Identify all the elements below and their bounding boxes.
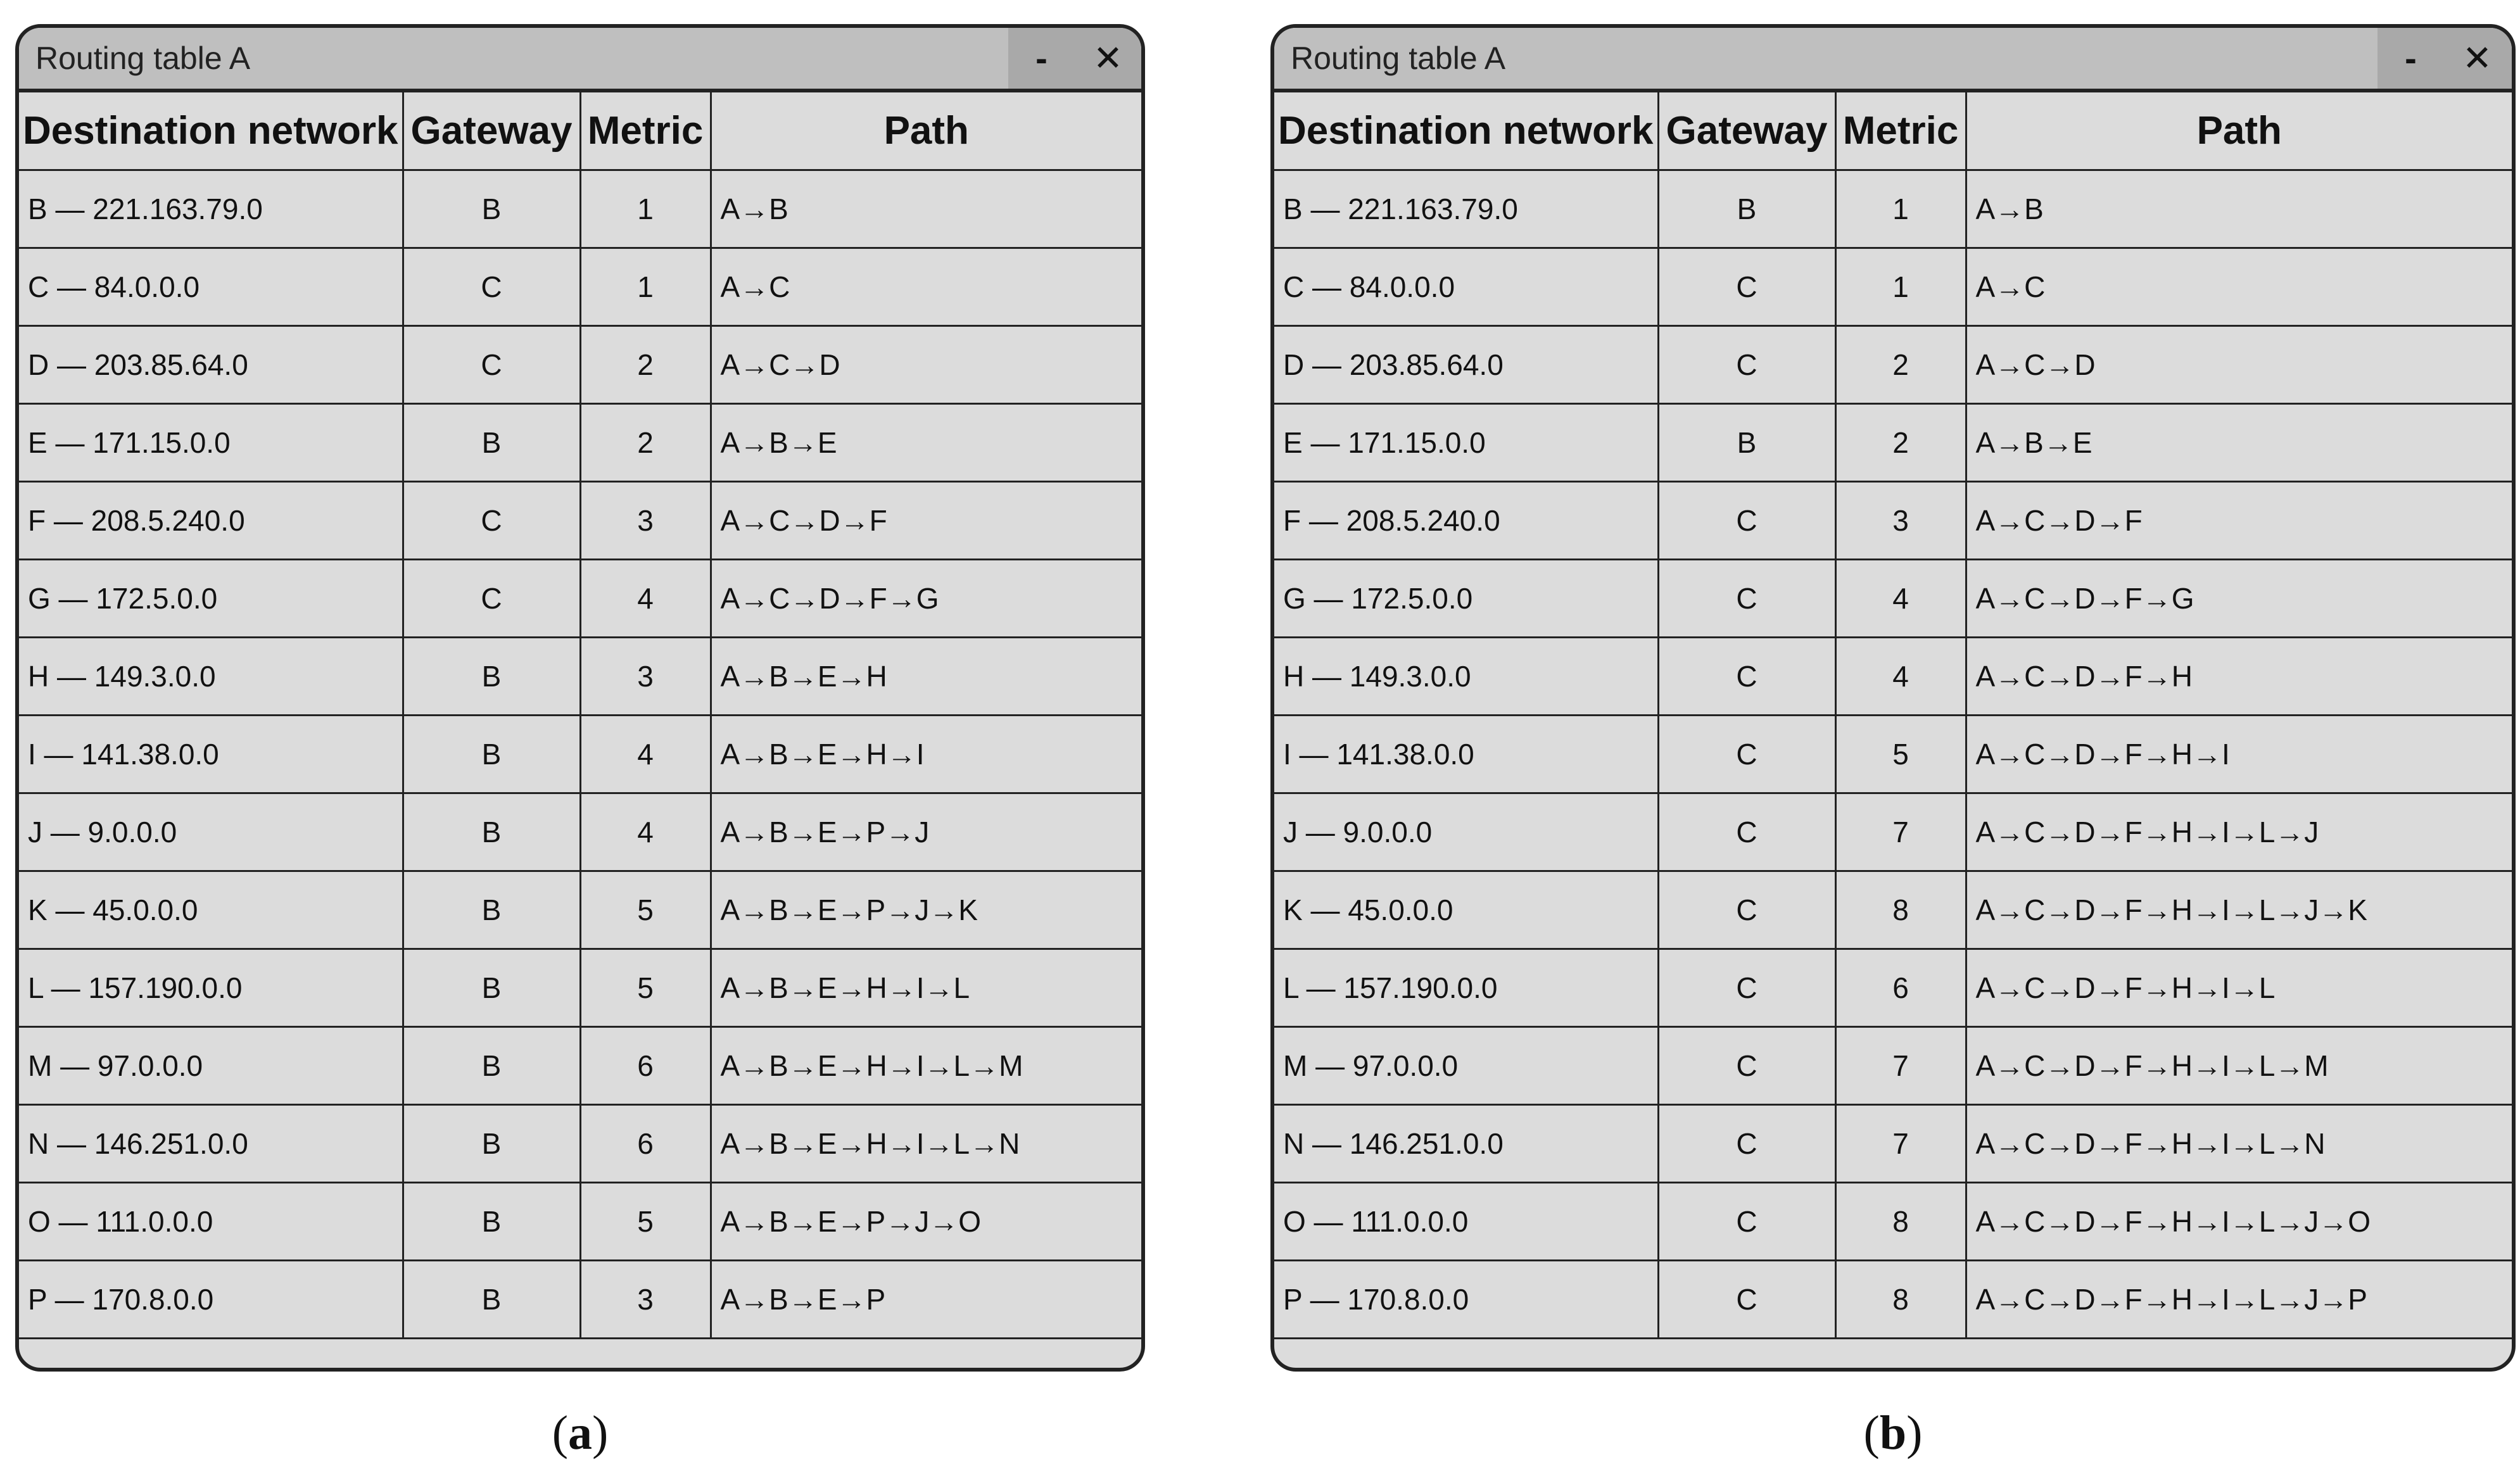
cell-path: A→C→D→F→H→I→L→J→P xyxy=(1966,1260,2512,1338)
cell-path: A→C→D→F→H→I→L→J→K xyxy=(1966,871,2512,949)
table-row xyxy=(1274,1260,2512,1338)
table-header-row xyxy=(1274,92,2512,170)
cell-path: A→C xyxy=(711,248,1141,325)
cell-gateway: B xyxy=(403,403,580,481)
cell-destination: G — 172.5.0.0 xyxy=(1274,559,1658,637)
cell-destination: B — 221.163.79.0 xyxy=(1274,170,1658,248)
table-row xyxy=(19,248,1141,325)
cell-metric: 4 xyxy=(1835,559,1966,637)
cell-path: A→C xyxy=(1966,248,2512,325)
cell-path: A→C→D→F→H xyxy=(1966,637,2512,715)
cell-gateway: C xyxy=(1658,1260,1835,1338)
cell-metric: 6 xyxy=(1835,949,1966,1026)
cell-path: A→C→D→F→H→I→L→M xyxy=(1966,1026,2512,1104)
cell-destination: D — 203.85.64.0 xyxy=(19,325,403,403)
column-header-metric: Metric xyxy=(1835,92,1966,170)
column-header-path: Path xyxy=(1966,92,2512,170)
cell-metric: 5 xyxy=(580,1182,711,1260)
cell-gateway: C xyxy=(1658,871,1835,949)
cell-destination: P — 170.8.0.0 xyxy=(1274,1260,1658,1338)
cell-metric: 3 xyxy=(580,1260,711,1338)
table-row xyxy=(19,559,1141,637)
cell-metric: 6 xyxy=(580,1026,711,1104)
cell-destination: N — 146.251.0.0 xyxy=(19,1104,403,1182)
cell-metric: 2 xyxy=(1835,325,1966,403)
cell-path: A→C→D xyxy=(711,325,1141,403)
cell-path: A→C→D→F xyxy=(1966,481,2512,559)
cell-gateway: C xyxy=(403,559,580,637)
table-row xyxy=(19,1026,1141,1104)
cell-metric: 4 xyxy=(580,793,711,871)
cell-path: A→B→E→H→I→L xyxy=(711,949,1141,1026)
routing-table-window-a xyxy=(15,24,1145,1372)
caption-b xyxy=(1766,1406,2020,1461)
cell-path: A→C→D→F→H→I→L xyxy=(1966,949,2512,1026)
cell-metric: 2 xyxy=(580,403,711,481)
routing-table xyxy=(19,92,1141,1339)
cell-gateway: C xyxy=(1658,1182,1835,1260)
cell-path: A→B→E→P→J→K xyxy=(711,871,1141,949)
close-button[interactable]: ✕ xyxy=(2462,38,2492,78)
cell-destination: I — 141.38.0.0 xyxy=(19,715,403,793)
table-row xyxy=(19,871,1141,949)
cell-destination: N — 146.251.0.0 xyxy=(1274,1104,1658,1182)
cell-gateway: C xyxy=(1658,715,1835,793)
cell-metric: 8 xyxy=(1835,1260,1966,1338)
table-row xyxy=(19,1260,1141,1338)
cell-metric: 3 xyxy=(580,481,711,559)
cell-destination: F — 208.5.240.0 xyxy=(1274,481,1658,559)
cell-destination: O — 111.0.0.0 xyxy=(1274,1182,1658,1260)
cell-path: A→B→E xyxy=(711,403,1141,481)
window-title: Routing table A xyxy=(35,41,251,76)
cell-path: A→C→D xyxy=(1966,325,2512,403)
cell-destination: C — 84.0.0.0 xyxy=(1274,248,1658,325)
cell-metric: 5 xyxy=(1835,715,1966,793)
table-row xyxy=(19,949,1141,1026)
table-row xyxy=(1274,949,2512,1026)
cell-gateway: B xyxy=(403,1026,580,1104)
table-row xyxy=(19,325,1141,403)
cell-metric: 7 xyxy=(1835,793,1966,871)
cell-destination: D — 203.85.64.0 xyxy=(1274,325,1658,403)
window-title: Routing table A xyxy=(1291,41,1506,76)
cell-destination: I — 141.38.0.0 xyxy=(1274,715,1658,793)
close-button[interactable]: ✕ xyxy=(1093,38,1123,78)
table-row xyxy=(1274,871,2512,949)
caption-letter: b xyxy=(1879,1406,1907,1460)
cell-gateway: B xyxy=(403,1182,580,1260)
table-row xyxy=(1274,637,2512,715)
table-row xyxy=(1274,559,2512,637)
cell-destination: K — 45.0.0.0 xyxy=(19,871,403,949)
cell-destination: M — 97.0.0.0 xyxy=(19,1026,403,1104)
cell-gateway: C xyxy=(1658,248,1835,325)
cell-gateway: C xyxy=(1658,949,1835,1026)
cell-destination: L — 157.190.0.0 xyxy=(1274,949,1658,1026)
cell-gateway: C xyxy=(1658,481,1835,559)
cell-path: A→C→D→F→H→I xyxy=(1966,715,2512,793)
window-controls xyxy=(2378,28,2512,89)
title-bar[interactable] xyxy=(19,28,1141,92)
cell-path: A→C→D→F→G xyxy=(1966,559,2512,637)
cell-destination: L — 157.190.0.0 xyxy=(19,949,403,1026)
caption-open-paren: ( xyxy=(1863,1406,1880,1460)
cell-path: A→B→E→H→I→L→M xyxy=(711,1026,1141,1104)
table-row xyxy=(1274,1104,2512,1182)
cell-gateway: C xyxy=(1658,1104,1835,1182)
cell-metric: 4 xyxy=(580,559,711,637)
cell-gateway: B xyxy=(1658,403,1835,481)
table-row xyxy=(19,715,1141,793)
column-header-destination: Destination network xyxy=(19,92,403,170)
cell-gateway: C xyxy=(1658,637,1835,715)
cell-gateway: B xyxy=(403,1260,580,1338)
cell-gateway: C xyxy=(1658,1026,1835,1104)
caption-close-paren: ) xyxy=(592,1406,609,1460)
cell-path: A→C→D→F→H→I→L→J→O xyxy=(1966,1182,2512,1260)
cell-destination: K — 45.0.0.0 xyxy=(1274,871,1658,949)
table-row xyxy=(19,170,1141,248)
cell-path: A→B→E→H→I xyxy=(711,715,1141,793)
caption-a xyxy=(453,1406,707,1461)
cell-metric: 5 xyxy=(580,871,711,949)
caption-letter: a xyxy=(568,1406,592,1460)
cell-path: A→B xyxy=(711,170,1141,248)
table-row xyxy=(19,403,1141,481)
window-controls xyxy=(1008,28,1141,89)
column-header-path: Path xyxy=(711,92,1141,170)
table-row xyxy=(1274,248,2512,325)
table-body xyxy=(19,170,1141,1338)
table-row xyxy=(19,1182,1141,1260)
cell-metric: 8 xyxy=(1835,1182,1966,1260)
cell-metric: 3 xyxy=(1835,481,1966,559)
cell-metric: 6 xyxy=(580,1104,711,1182)
cell-destination: O — 111.0.0.0 xyxy=(19,1182,403,1260)
cell-path: A→B→E→H xyxy=(711,637,1141,715)
table-row xyxy=(1274,325,2512,403)
cell-gateway: B xyxy=(403,871,580,949)
cell-gateway: B xyxy=(403,793,580,871)
cell-metric: 4 xyxy=(580,715,711,793)
cell-path: A→B→E→H→I→L→N xyxy=(711,1104,1141,1182)
cell-destination: H — 149.3.0.0 xyxy=(1274,637,1658,715)
cell-gateway: C xyxy=(1658,325,1835,403)
routing-table-window-b xyxy=(1270,24,2516,1372)
column-header-destination: Destination network xyxy=(1274,92,1658,170)
cell-metric: 2 xyxy=(1835,403,1966,481)
cell-gateway: C xyxy=(403,325,580,403)
cell-destination: J — 9.0.0.0 xyxy=(1274,793,1658,871)
routing-table xyxy=(1274,92,2512,1339)
cell-destination: F — 208.5.240.0 xyxy=(19,481,403,559)
minimize-button[interactable]: - xyxy=(1035,38,1048,78)
table-row xyxy=(1274,403,2512,481)
cell-destination: J — 9.0.0.0 xyxy=(19,793,403,871)
column-header-gateway: Gateway xyxy=(1658,92,1835,170)
cell-metric: 1 xyxy=(580,170,711,248)
cell-destination: C — 84.0.0.0 xyxy=(19,248,403,325)
cell-destination: P — 170.8.0.0 xyxy=(19,1260,403,1338)
table-row xyxy=(1274,1182,2512,1260)
cell-path: A→C→D→F→H→I→L→N xyxy=(1966,1104,2512,1182)
cell-gateway: B xyxy=(403,1104,580,1182)
table-row xyxy=(1274,715,2512,793)
minimize-button[interactable]: - xyxy=(2405,38,2417,78)
cell-gateway: B xyxy=(403,949,580,1026)
table-row xyxy=(19,1104,1141,1182)
table-row xyxy=(1274,1026,2512,1104)
caption-close-paren: ) xyxy=(1906,1406,1923,1460)
cell-gateway: C xyxy=(1658,559,1835,637)
cell-destination: E — 171.15.0.0 xyxy=(19,403,403,481)
cell-gateway: C xyxy=(403,481,580,559)
cell-metric: 4 xyxy=(1835,637,1966,715)
cell-destination: H — 149.3.0.0 xyxy=(19,637,403,715)
table-header-row xyxy=(19,92,1141,170)
cell-metric: 1 xyxy=(1835,248,1966,325)
cell-metric: 7 xyxy=(1835,1104,1966,1182)
cell-destination: B — 221.163.79.0 xyxy=(19,170,403,248)
cell-gateway: B xyxy=(403,715,580,793)
cell-metric: 7 xyxy=(1835,1026,1966,1104)
cell-gateway: C xyxy=(1658,793,1835,871)
cell-path: A→C→D→F→G xyxy=(711,559,1141,637)
table-row xyxy=(1274,481,2512,559)
title-bar[interactable] xyxy=(1274,28,2512,92)
cell-gateway: B xyxy=(403,170,580,248)
cell-metric: 2 xyxy=(580,325,711,403)
column-header-metric: Metric xyxy=(580,92,711,170)
table-row xyxy=(19,637,1141,715)
cell-metric: 5 xyxy=(580,949,711,1026)
cell-path: A→B→E→P xyxy=(711,1260,1141,1338)
cell-metric: 8 xyxy=(1835,871,1966,949)
cell-path: A→C→D→F xyxy=(711,481,1141,559)
table-body xyxy=(1274,170,2512,1338)
table-row xyxy=(19,793,1141,871)
cell-path: A→B xyxy=(1966,170,2512,248)
cell-path: A→C→D→F→H→I→L→J xyxy=(1966,793,2512,871)
column-header-gateway: Gateway xyxy=(403,92,580,170)
cell-path: A→B→E→P→J→O xyxy=(711,1182,1141,1260)
cell-destination: G — 172.5.0.0 xyxy=(19,559,403,637)
cell-destination: M — 97.0.0.0 xyxy=(1274,1026,1658,1104)
cell-metric: 3 xyxy=(580,637,711,715)
cell-gateway: B xyxy=(403,637,580,715)
cell-path: A→B→E xyxy=(1966,403,2512,481)
caption-open-paren: ( xyxy=(552,1406,568,1460)
cell-metric: 1 xyxy=(580,248,711,325)
cell-gateway: B xyxy=(1658,170,1835,248)
cell-path: A→B→E→P→J xyxy=(711,793,1141,871)
table-row xyxy=(1274,793,2512,871)
cell-gateway: C xyxy=(403,248,580,325)
cell-destination: E — 171.15.0.0 xyxy=(1274,403,1658,481)
table-row xyxy=(1274,170,2512,248)
cell-metric: 1 xyxy=(1835,170,1966,248)
table-row xyxy=(19,481,1141,559)
